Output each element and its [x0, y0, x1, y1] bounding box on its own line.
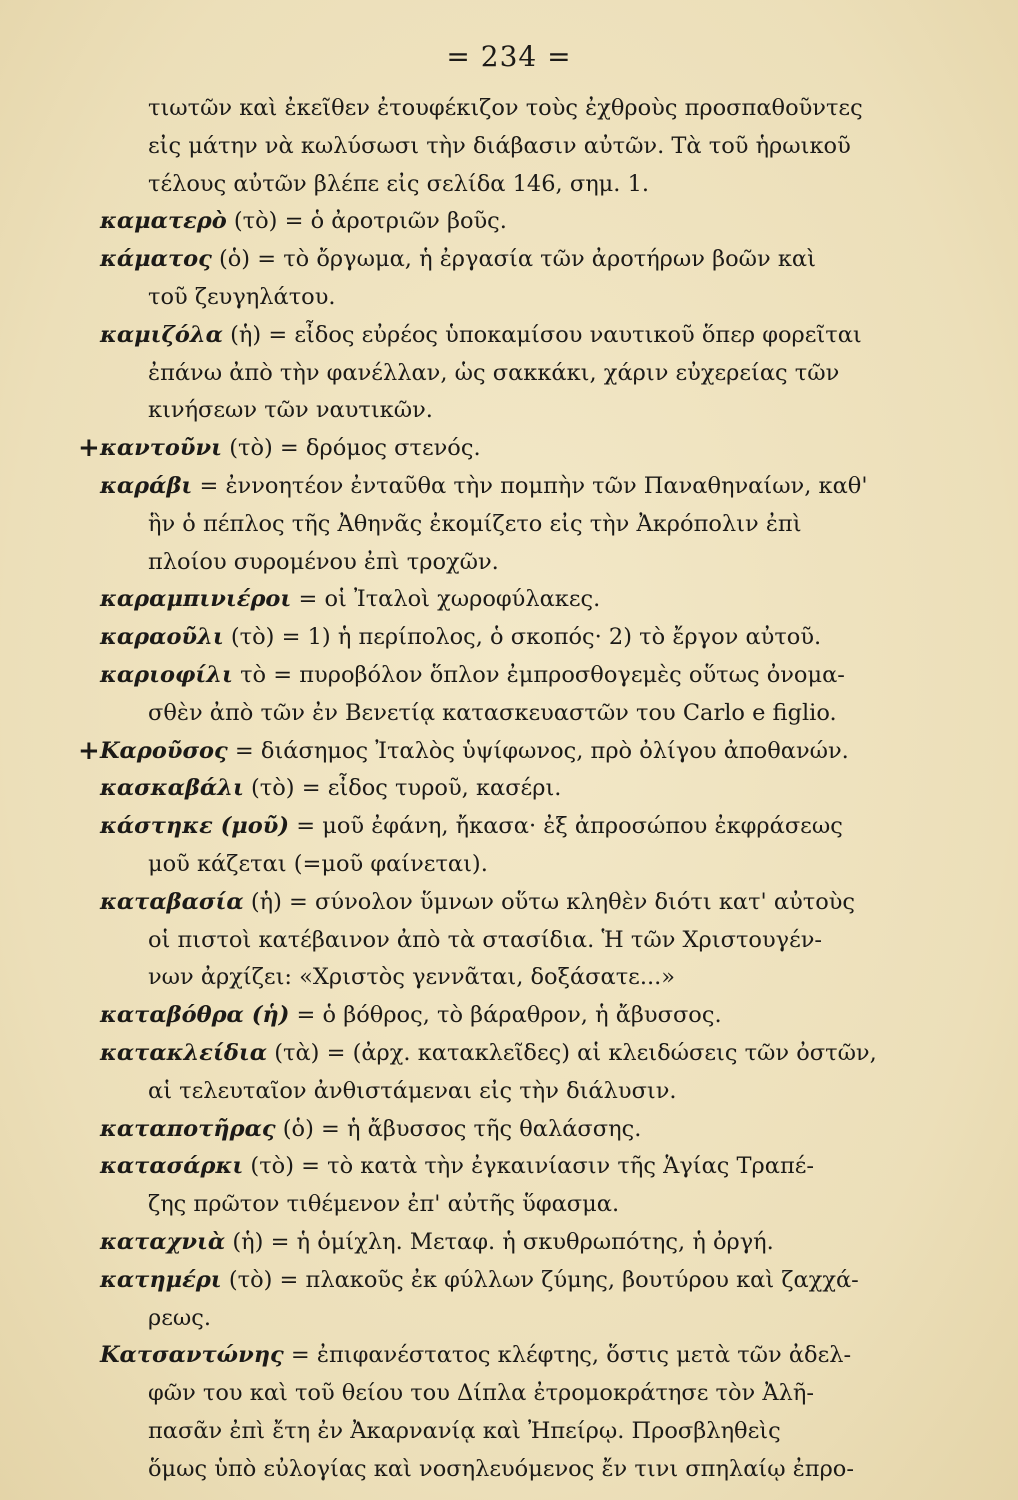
entry-karavi	[100, 468, 922, 506]
headword: καριοφίλι	[100, 661, 233, 688]
entry-katakleidia	[100, 1035, 922, 1073]
headword: κάματος	[100, 246, 212, 273]
headword: κατημέρι	[100, 1266, 222, 1293]
headword: καταβόθρα (ἡ)	[100, 1002, 290, 1029]
entry-katavothra	[100, 997, 922, 1035]
text-line: πλοίου συρομένου ἐπὶ τροχῶν.	[148, 548, 499, 575]
definition: (τὰ) = (ἀρχ. κατακλεῖδες) αἱ κλειδώσεις τῶν ὀστῶν,	[274, 1039, 877, 1066]
text-line: ἐπάνω ἀπὸ τὴν φανέλλαν, ὡς σακκάκι, χάριν εὐχερείας τῶν	[148, 359, 840, 386]
headword: κατασάρκι	[100, 1153, 244, 1180]
text-line: τιωτῶν καὶ ἐκεῖθεν ἐτουφέκιζον τοὺς ἐχθροὺς προσπαθοῦντες	[148, 95, 863, 121]
definition: (τὸ) = δρόμος στενός.	[229, 435, 481, 462]
definition: (ἡ) = εἶδος εὐρέος ὑποκαμίσου ναυτικοῦ ὅπερ φορεῖται	[230, 321, 862, 348]
definition: (τὸ) = 1) ἡ περίπολος, ὁ σκοπός· 2) τὸ ἔργον αὐτοῦ.	[230, 624, 822, 651]
headword: καταβασία	[100, 888, 244, 915]
text-line: κινήσεων τῶν ναυτικῶν.	[148, 397, 433, 424]
definition: (τὸ) = εἶδος τυροῦ, κασέρι.	[251, 775, 562, 802]
definition: = διάσημος Ἰταλὸς ὑψίφωνος, πρὸ ὀλίγου ἀποθανών.	[234, 737, 849, 764]
headword: καματερὸ	[100, 208, 227, 235]
body-text	[78, 90, 922, 1488]
definition: (ὁ) = τὸ ὄργωμα, ἡ ἐργασία τῶν ἀροτήρων βοῶν καὶ	[218, 246, 816, 273]
definition: τὸ = πυροβόλον ὅπλον ἐμπροσθογεμὲς οὕτως ὀνομα-	[240, 661, 845, 688]
text-line: ὅμως ὑπὸ εὐλογίας καὶ νοσηλευόμενος ἔν τινι σπηλαίῳ ἐπρο-	[148, 1455, 854, 1482]
text-line: σθὲν ἀπὸ τῶν ἐν Βενετίᾳ κατασκευαστῶν του Carlo e figlio.	[148, 699, 837, 726]
entry-karifili	[100, 657, 922, 695]
text-line: ἣν ὁ πέπλος τῆς Ἀθηνᾶς ἐκομίζετο εἰς τὴν Ἀκρόπολιν ἐπὶ	[148, 510, 802, 537]
entry-katavasia	[100, 884, 922, 922]
headword: κατακλείδια	[100, 1039, 268, 1066]
headword: καταποτῆρας	[100, 1115, 276, 1142]
headword: Καροῦσος	[100, 737, 228, 764]
entry-karampinieroi	[100, 581, 922, 619]
headword: καταχνιὰ	[100, 1228, 226, 1255]
headword: καραοῦλι	[100, 624, 224, 651]
definition: (ἡ) = ἡ ὁμίχλη. Μεταφ. ἡ σκυθρωπότης, ἡ ὀργή.	[232, 1228, 774, 1255]
text-line: ζης πρῶτον τιθέμενον ἐπ' αὐτῆς ὕφασμα.	[148, 1191, 620, 1218]
entry-karousos	[78, 733, 922, 771]
text-line: πασᾶν ἐπὶ ἔτη ἐν Ἀκαρνανίᾳ καὶ Ἠπείρῳ. Προσβληθεὶς	[148, 1417, 781, 1444]
definition: = οἱ Ἰταλοὶ χωροφύλακες.	[298, 586, 601, 613]
entry-kantouni	[78, 430, 922, 468]
headword: καμιζόλα	[100, 321, 223, 348]
headword: Κατσαντώνης	[100, 1342, 284, 1369]
entry-katimeri	[100, 1262, 922, 1300]
entry-katachnia	[100, 1224, 922, 1262]
text-line: οἱ πιστοὶ κατέβαινον ἀπὸ τὰ στασίδια. Ἡ τῶν Χριστουγέν-	[148, 926, 823, 953]
entry-kaskavali	[100, 770, 922, 808]
definition: = ἐννοητέον ἐνταῦθα τὴν πομπὴν τῶν Παναθηναίων, καθ'	[199, 472, 868, 499]
definition: = ἐπιφανέστατος κλέφτης, ὅστις μετὰ τῶν ἀδελ-	[290, 1342, 852, 1369]
definition: (ὁ) = ἡ ἄβυσσος τῆς θαλάσσης.	[282, 1115, 642, 1142]
headword: κάστηκε (μοῦ)	[100, 813, 290, 840]
text-line: ρεως.	[148, 1304, 211, 1331]
text-line: αἱ τελευταῖον ἀνθιστάμεναι εἰς τὴν διάλυσιν.	[148, 1077, 677, 1104]
entry-kamizola	[100, 317, 922, 355]
text-line: τέλους αὐτῶν βλέπε εἰς σελίδα 146, σημ. 1.	[148, 170, 650, 197]
entry-kastike	[100, 808, 922, 846]
text-line: νων ἀρχίζει: «Χριστὸς γεννᾶται, δοξάσατε...»	[148, 964, 676, 991]
definition: (τὸ) = πλακοῦς ἐκ φύλλων ζύμης, βουτύρου καὶ ζαχχά-	[228, 1266, 859, 1293]
text-line: μοῦ κάζεται (=μοῦ φαίνεται).	[148, 850, 488, 877]
headword: καραμπινιέροι	[100, 586, 292, 613]
plus-mark: +	[78, 735, 100, 766]
headword: κασκαβάλι	[100, 775, 244, 802]
entry-karaouli	[100, 619, 922, 657]
entry-katasarki	[100, 1148, 922, 1186]
headword: καντοῦνι	[100, 435, 223, 462]
text-line: εἰς μάτην νὰ κωλύσωσι τὴν διάβασιν αὐτῶν. Τὰ τοῦ ἡρωικοῦ	[148, 132, 851, 159]
definition: (ἡ) = σύνολον ὕμνων οὕτω κληθὲν διότι κατ' αὐτοὺς	[250, 888, 856, 915]
headword: καράβι	[100, 472, 193, 499]
text-line: τοῦ ζευγηλάτου.	[148, 283, 336, 310]
plus-mark: +	[78, 433, 100, 464]
entry-katsantonis	[100, 1337, 922, 1375]
entry-kamatos	[100, 241, 922, 279]
entry-katapotiras	[100, 1111, 922, 1149]
entry-karamatero	[100, 203, 922, 241]
definition: (τὸ) = ὁ ἀροτριῶν βοῦς.	[233, 208, 507, 235]
page-number: = 234 =	[446, 40, 572, 73]
definition: = ὁ βόθρος, τὸ βάραθρον, ἡ ἄβυσσος.	[296, 1002, 722, 1029]
definition: (τὸ) = τὸ κατὰ τὴν ἐγκαινίασιν τῆς Ἁγίας Τραπέ-	[250, 1153, 815, 1180]
definition: = μοῦ ἐφάνη, ἤκασα· ἐξ ἀπροσώπου ἐκφράσεως	[296, 813, 843, 840]
text-line: φῶν του καὶ τοῦ θείου του Δίπλα ἐτρομοκράτησε τὸν Ἀλῆ-	[148, 1380, 814, 1407]
